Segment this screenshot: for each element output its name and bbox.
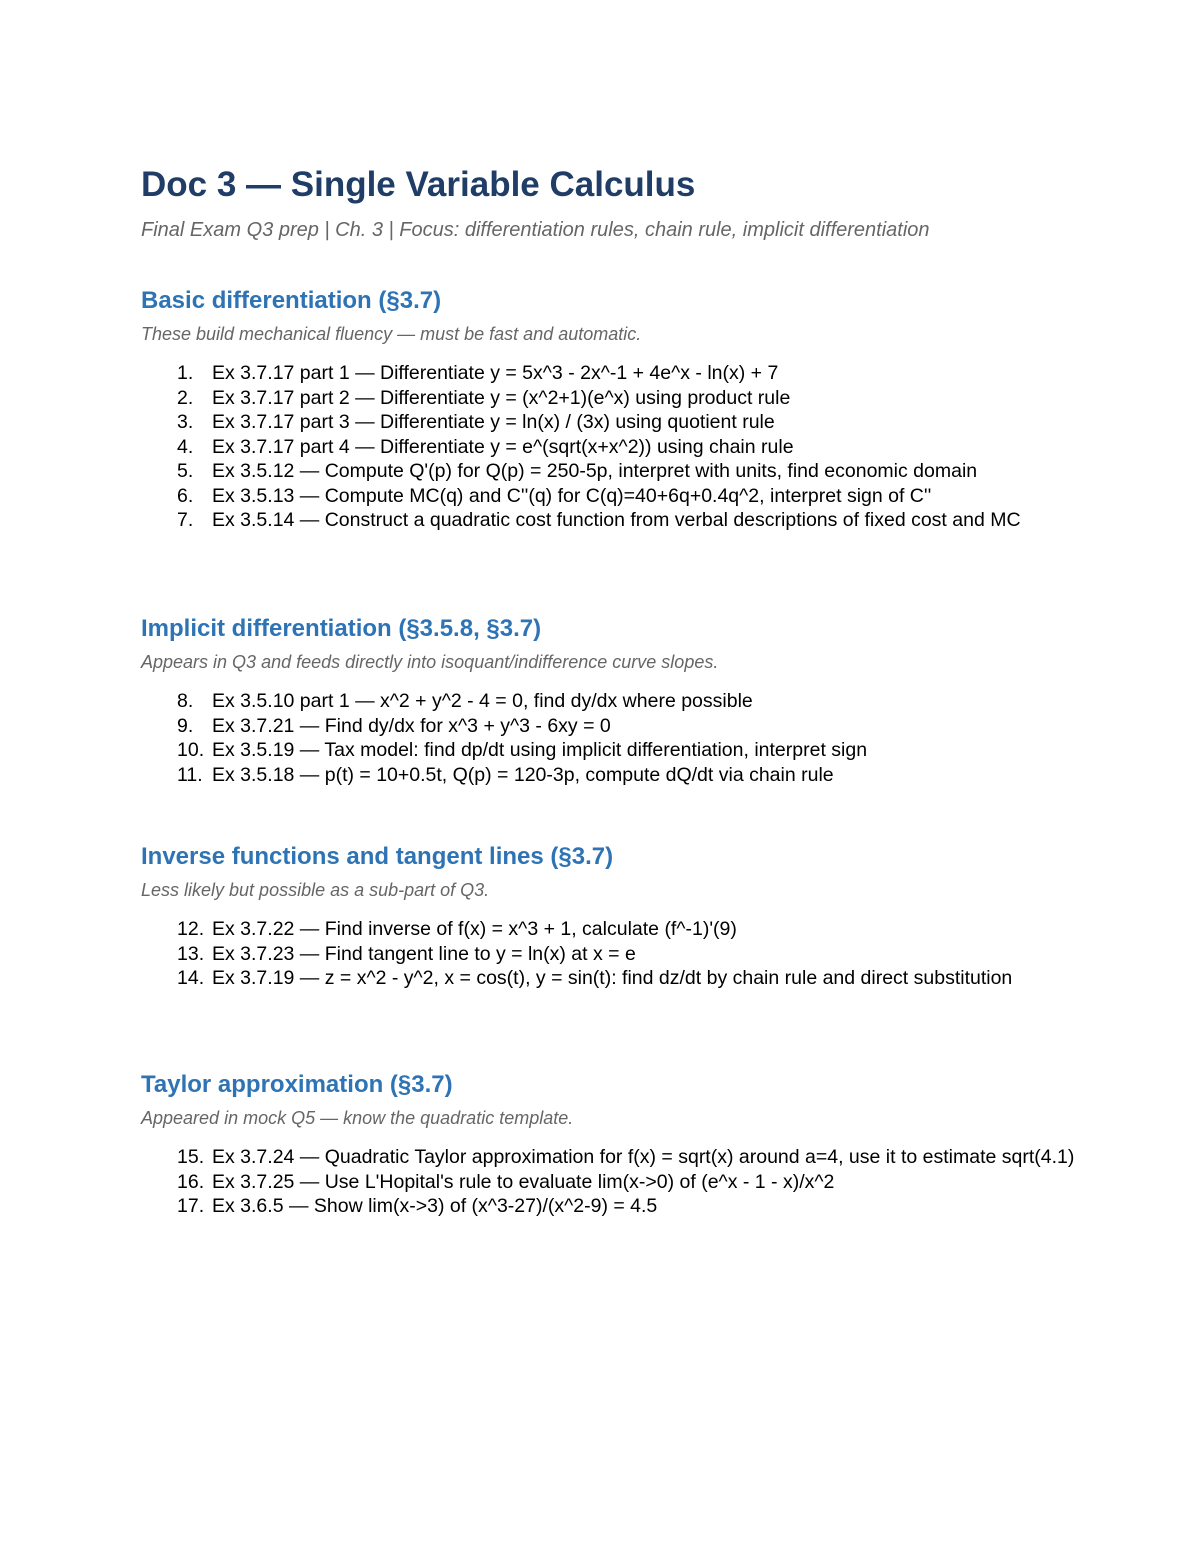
item-number: 4.	[177, 435, 194, 458]
page-subtitle: Final Exam Q3 prep | Ch. 3 | Focus: differentiation rules, chain rule, implicit differentiation	[141, 219, 930, 241]
list-item	[141, 1194, 1081, 1219]
item-text: Ex 3.7.24 — Quadratic Taylor approximation for f(x) = sqrt(x) around a=4, use it to estimate sqrt(4.1)	[212, 1146, 1075, 1168]
list-item	[141, 508, 1081, 533]
item-text: Ex 3.7.17 part 4 — Differentiate y = e^(sqrt(x+x^2)) using chain rule	[212, 435, 794, 458]
list-item	[141, 484, 1081, 509]
item-text: Ex 3.7.21 — Find dy/dx for x^3 + y^3 - 6xy = 0	[212, 714, 611, 737]
section-basic-differentiation	[141, 286, 1081, 533]
item-text: Ex 3.7.17 part 3 — Differentiate y = ln(x) / (3x) using quotient rule	[212, 411, 775, 433]
item-text: Ex 3.5.10 part 1 — x^2 + y^2 - 4 = 0, find dy/dx where possible	[212, 690, 753, 712]
item-text: Ex 3.7.22 — Find inverse of f(x) = x^3 + 1, calculate (f^-1)'(9)	[212, 918, 737, 940]
item-number: 1.	[177, 362, 194, 384]
list-item	[141, 738, 1081, 763]
exercise-list	[141, 689, 1081, 787]
item-text: Ex 3.7.19 — z = x^2 - y^2, x = cos(t), y = sin(t): find dz/dt by chain rule and direct substitution	[212, 967, 1013, 989]
item-number: 3.	[177, 411, 194, 433]
item-number: 12.	[177, 918, 205, 940]
list-item	[141, 386, 1081, 411]
item-number: 8.	[177, 690, 194, 712]
section-inverse-functions	[141, 842, 1081, 991]
list-item	[141, 410, 1081, 435]
item-number: 13.	[177, 942, 205, 965]
list-item	[141, 917, 1081, 942]
item-text: Ex 3.5.12 — Compute Q'(p) for Q(p) = 250-5p, interpret with units, find economic domain	[212, 460, 978, 482]
section-note: Less likely but possible as a sub-part of Q3.	[141, 880, 490, 900]
item-number: 7.	[177, 509, 194, 531]
item-text: Ex 3.7.25 — Use L'Hopital's rule to evaluate lim(x->0) of (e^x - 1 - x)/x^2	[212, 1170, 835, 1193]
exercise-list	[141, 361, 1081, 533]
item-number: 9.	[177, 714, 194, 737]
list-item	[141, 435, 1081, 460]
item-text: Ex 3.5.13 — Compute MC(q) and C''(q) for C(q)=40+6q+0.4q^2, interpret sign of C''	[212, 484, 932, 507]
item-number: 2.	[177, 386, 194, 409]
section-heading: Basic differentiation (§3.7)	[141, 287, 442, 314]
item-text: Ex 3.5.14 — Construct a quadratic cost function from verbal descriptions of fixed cost and MC	[212, 509, 1021, 531]
item-text: Ex 3.5.19 — Tax model: find dp/dt using implicit differentiation, interpret sign	[212, 739, 868, 761]
list-item	[141, 459, 1081, 484]
section-note: Appears in Q3 and feeds directly into isoquant/indifference curve slopes.	[141, 652, 719, 672]
page-title: Doc 3 — Single Variable Calculus	[141, 165, 696, 204]
exercise-list	[141, 1145, 1081, 1219]
item-number: 5.	[177, 460, 194, 482]
item-number: 10.	[177, 739, 205, 761]
item-text: Ex 3.5.18 — p(t) = 10+0.5t, Q(p) = 120-3p, compute dQ/dt via chain rule	[212, 763, 834, 786]
exercise-list	[141, 917, 1081, 991]
list-item	[141, 1145, 1081, 1170]
list-item	[141, 942, 1081, 967]
section-note: Appeared in mock Q5 — know the quadratic template.	[141, 1108, 574, 1128]
item-text: Ex 3.7.17 part 2 — Differentiate y = (x^2+1)(e^x) using product rule	[212, 386, 791, 409]
list-item	[141, 966, 1081, 991]
section-implicit-differentiation	[141, 614, 1081, 787]
item-number: 17.	[177, 1195, 205, 1217]
section-note: These build mechanical fluency — must be fast and automatic.	[141, 324, 642, 344]
item-number: 16.	[177, 1170, 205, 1193]
list-item	[141, 714, 1081, 739]
section-heading: Inverse functions and tangent lines (§3.7)	[141, 843, 614, 870]
item-number: 15.	[177, 1146, 205, 1168]
item-text: Ex 3.7.17 part 1 — Differentiate y = 5x^3 - 2x^-1 + 4e^x - ln(x) + 7	[212, 362, 779, 384]
section-heading: Taylor approximation (§3.7)	[141, 1071, 453, 1098]
list-item	[141, 763, 1081, 788]
item-number: 14.	[177, 967, 205, 989]
item-text: Ex 3.7.23 — Find tangent line to y = ln(x) at x = e	[212, 942, 636, 965]
list-item	[141, 689, 1081, 714]
item-number: 6.	[177, 484, 194, 507]
list-item	[141, 361, 1081, 386]
section-taylor-approximation	[141, 1070, 1081, 1219]
list-item	[141, 1170, 1081, 1195]
item-text: Ex 3.6.5 — Show lim(x->3) of (x^3-27)/(x^2-9) = 4.5	[212, 1195, 658, 1217]
item-number: 11.	[177, 763, 203, 786]
section-heading: Implicit differentiation (§3.5.8, §3.7)	[141, 615, 542, 642]
